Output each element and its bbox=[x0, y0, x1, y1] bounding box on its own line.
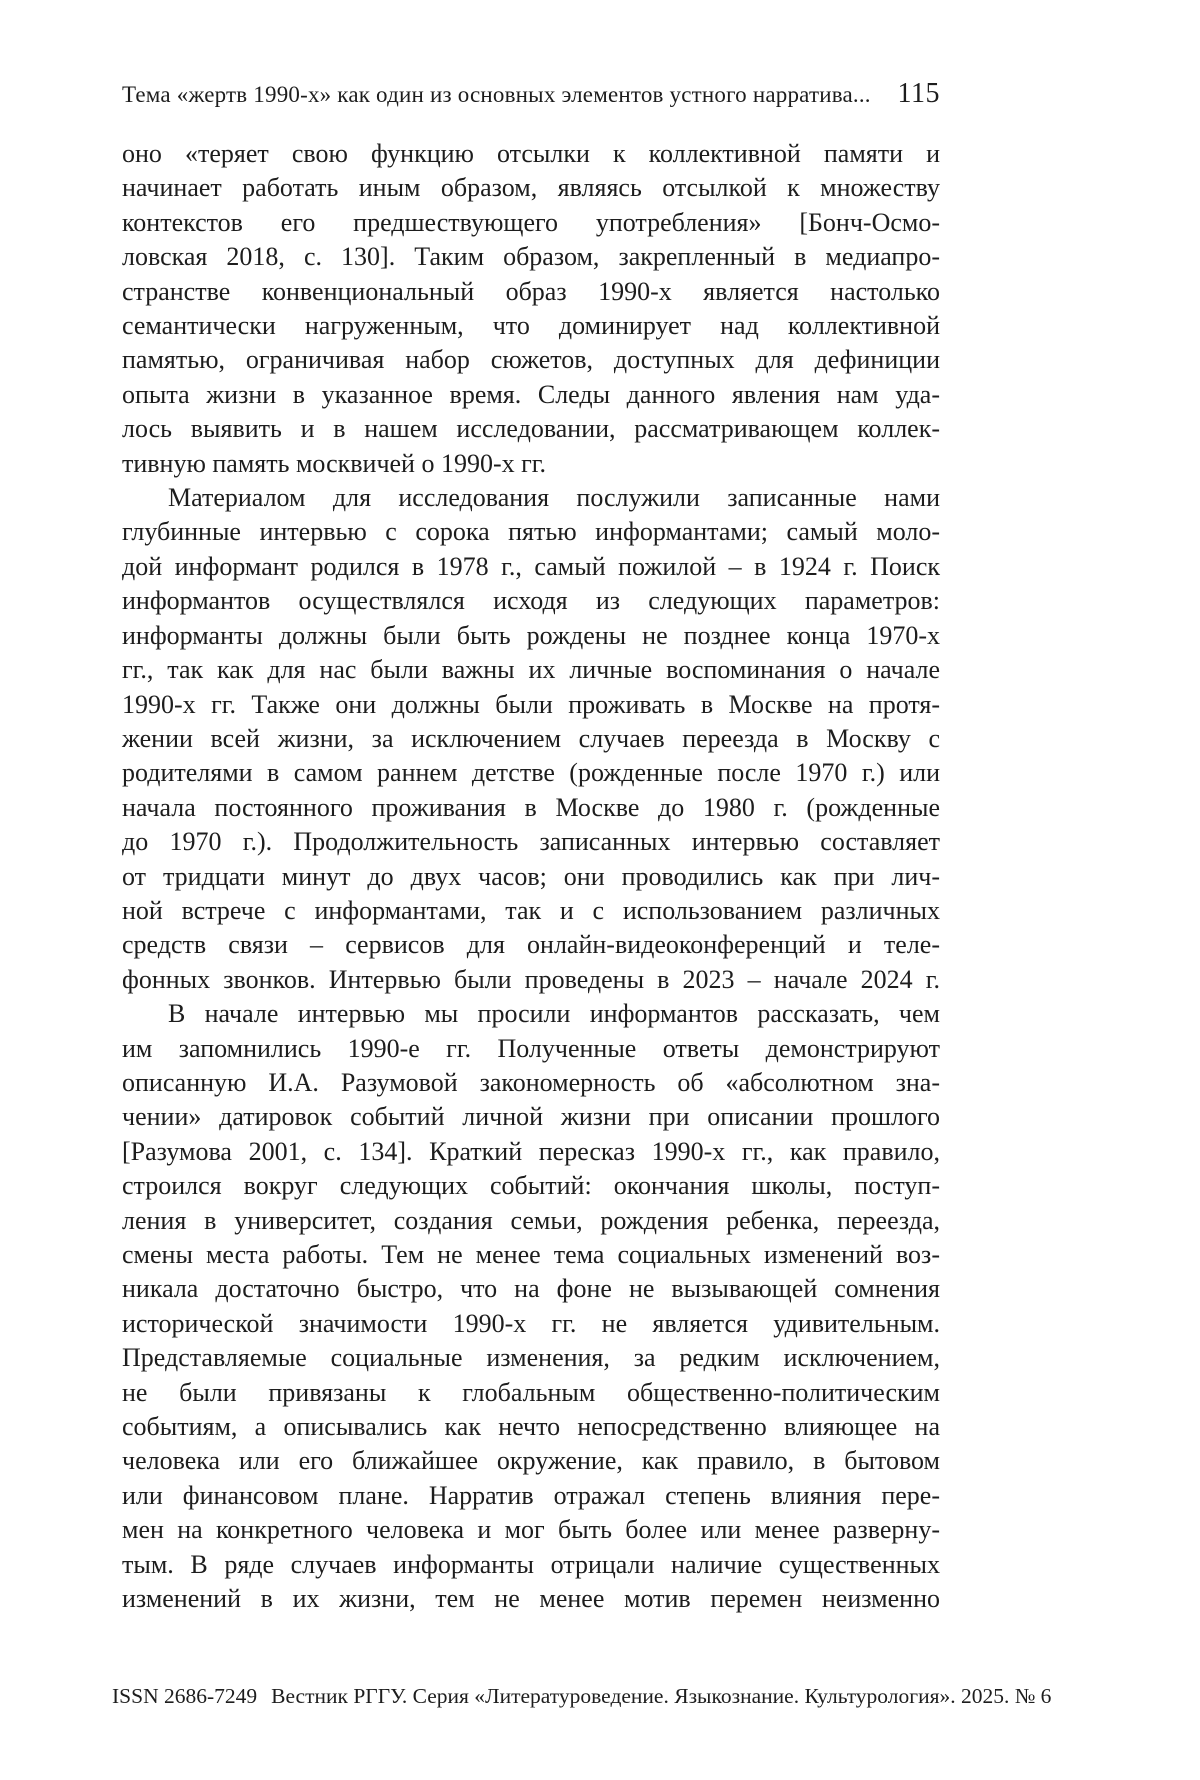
body-line: чении» датировок событий личной жизни при описании прошлого bbox=[122, 1102, 940, 1132]
footer-journal-line: Вестник РГГУ. Серия «Литературоведение. Языкознание. Культурология». 2025. № 6 bbox=[271, 1684, 1052, 1708]
body-line: оно «теряет свою функцию отсылки к коллективной памяти и bbox=[122, 139, 940, 168]
body-line: событиям, а описывались как нечто непосредственно влияющее на bbox=[122, 1412, 940, 1442]
body-line: начала постоянного проживания в Москве до 1980 г. (рожденные bbox=[122, 792, 940, 822]
body-line: жении всей жизни, за исключением случаев переезда в Москву с bbox=[122, 723, 940, 753]
body-line: мен на конкретного человека и мог быть более или менее разверну- bbox=[122, 1515, 940, 1545]
body-line: контекстов его предшествующего употребления» [Бонч-Осмо- bbox=[122, 207, 940, 237]
body-line: начинает работать иным образом, являясь отсылкой к множеству bbox=[122, 173, 940, 203]
paragraph bbox=[122, 997, 940, 1616]
page-footer bbox=[112, 1684, 1088, 1709]
body-line: исторической значимости 1990-х гг. не является удивительным. bbox=[122, 1308, 940, 1338]
body-line: Представляемые социальные изменения, за редким исключением, bbox=[122, 1343, 940, 1373]
body-line: В начале интервью мы просили информантов рассказать, чем bbox=[168, 999, 940, 1029]
body-line: тивную память москвичей о 1990-х гг. bbox=[122, 448, 547, 478]
body-line: семантически нагруженным, что доминирует над коллективной bbox=[122, 311, 940, 341]
body-line: или финансовом плане. Нарратив отражал степень влияния пере- bbox=[122, 1480, 940, 1510]
body-line: фонных звонков. Интервью были проведены в 2023 – начале 2024 г. bbox=[122, 964, 940, 994]
body-line: родителями в самом раннем детстве (рожденные после 1970 г.) или bbox=[122, 758, 940, 788]
body-line: никала достаточно быстро, что на фоне не вызывающей сомнения bbox=[122, 1274, 940, 1304]
body-line: строился вокруг следующих событий: окончания школы, поступ- bbox=[122, 1171, 940, 1201]
body-line: не были привязаны к глобальным общественно-политическим bbox=[122, 1377, 940, 1407]
body-line: лось выявить и в нашем исследовании, рассматривающем коллек- bbox=[122, 414, 940, 444]
body-text bbox=[122, 137, 940, 1616]
body-line: памятью, ограничивая набор сюжетов, доступных для дефиниции bbox=[122, 345, 940, 375]
body-line: тым. В ряде случаев информанты отрицали наличие существенных bbox=[122, 1549, 940, 1579]
body-line: ной встрече с информантами, так и с использованием различных bbox=[122, 895, 940, 925]
page-number: 115 bbox=[897, 78, 940, 109]
paragraph bbox=[122, 137, 940, 481]
body-line: глубинные интервью с сорока пятью информантами; самый моло- bbox=[122, 517, 940, 547]
body-line: 1990-х гг. Также они должны были проживать в Москве на протя- bbox=[122, 689, 940, 719]
body-line: ления в университет, создания семьи, рождения ребенка, переезда, bbox=[122, 1205, 940, 1235]
body-line: гг., так как для нас были важны их личные воспоминания о начале bbox=[122, 655, 940, 685]
footer-issn: ISSN 2686-7249 bbox=[112, 1684, 258, 1708]
running-title: Тема «жертв 1990-х» как один из основных элементов устного нарратива... bbox=[122, 82, 871, 107]
body-line: информанты должны были быть рождены не позднее конца 1970-х bbox=[122, 620, 940, 650]
body-line: ловская 2018, с. 130]. Таким образом, закрепленный в медиапро- bbox=[122, 242, 940, 272]
body-line: странстве конвенциональный образ 1990-х является настолько bbox=[122, 276, 940, 306]
body-line: до 1970 г.). Продолжительность записанных интервью составляет bbox=[122, 827, 940, 857]
body-line: средств связи – сервисов для онлайн-видеоконференций и теле- bbox=[122, 930, 940, 960]
body-line: [Разумова 2001, с. 134]. Краткий пересказ 1990-х гг., как правило, bbox=[122, 1136, 940, 1166]
body-line: дой информант родился в 1978 г., самый пожилой – в 1924 г. Поиск bbox=[122, 551, 940, 581]
paragraph bbox=[122, 481, 940, 997]
body-line: Материалом для исследования послужили записанные нами bbox=[168, 483, 940, 513]
body-line: от тридцати минут до двух часов; они проводились как при лич- bbox=[122, 861, 940, 891]
page-header bbox=[122, 78, 940, 110]
body-line: описанную И.А. Разумовой закономерность об «абсолютном зна- bbox=[122, 1067, 940, 1097]
body-line: им запомнились 1990-е гг. Полученные ответы демонстрируют bbox=[122, 1033, 940, 1063]
body-line: опыта жизни в указанное время. Следы данного явления нам уда- bbox=[122, 379, 940, 409]
body-line: изменений в их жизни, тем не менее мотив перемен неизменно bbox=[122, 1584, 940, 1614]
body-line: человека или его ближайшее окружение, как правило, в бытовом bbox=[122, 1446, 940, 1476]
body-line: смены места работы. Тем не менее тема социальных изменений воз- bbox=[122, 1240, 940, 1269]
body-line: информантов осуществлялся исходя из следующих параметров: bbox=[122, 586, 940, 616]
